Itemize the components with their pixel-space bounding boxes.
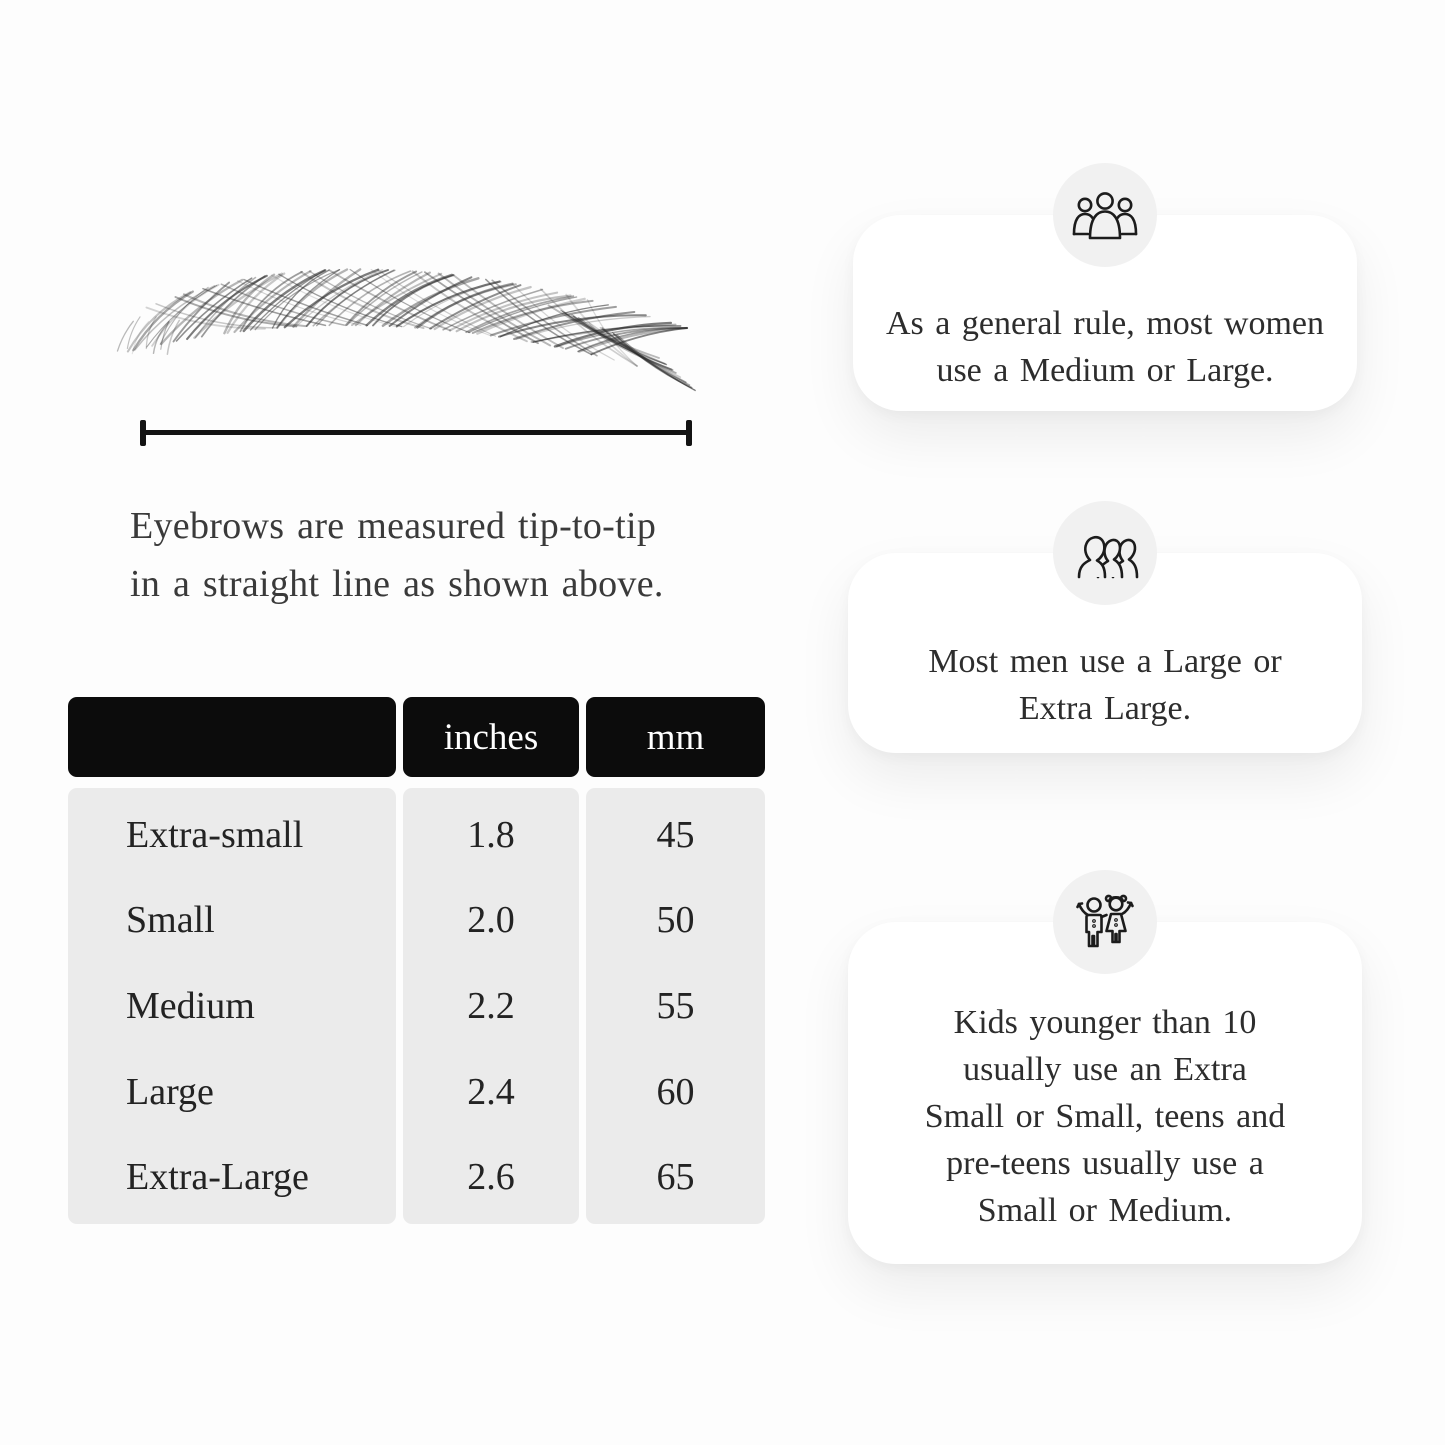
text-line: Small or Medium. (977, 1191, 1233, 1229)
measure-bar (142, 430, 690, 435)
text-line: usually use an Extra (963, 1050, 1247, 1088)
text-line: Kids younger than 10 (953, 1004, 1257, 1041)
size-label-cell: Small (126, 899, 215, 942)
column-inches (403, 788, 579, 1224)
size-table (68, 697, 765, 1224)
text-line: in a straight line as shown above. (130, 562, 664, 605)
text-line: As a general rule, most women (886, 305, 1324, 342)
info-card-women (853, 215, 1357, 411)
column-mm (586, 788, 765, 1224)
header-cell-blank (68, 697, 396, 777)
mm-value-cell: 55 (656, 984, 695, 1027)
measure-endcap-right (686, 420, 692, 446)
icon-circle (1053, 870, 1157, 974)
size-label-cell: Extra-Large (126, 1156, 309, 1199)
inches-value-cell: 2.0 (467, 899, 515, 942)
mm-value-cell: 65 (656, 1156, 695, 1199)
text-line: pre-teens usually use a (946, 1144, 1264, 1182)
size-label-cell: Large (126, 1070, 214, 1113)
inches-value-cell: 2.6 (467, 1156, 515, 1199)
text-line: Most men use a Large or (928, 643, 1282, 680)
text-line: use a Medium or Large. (936, 351, 1274, 389)
size-label-cell: Medium (126, 984, 255, 1027)
text-line: Extra Large. (1018, 689, 1192, 727)
eyebrow-illustration (112, 240, 697, 398)
card-text (858, 639, 1352, 733)
text-line: Small or Small, teens and (924, 1097, 1286, 1135)
inches-value-cell: 1.8 (467, 813, 515, 856)
men-group-icon (1071, 524, 1139, 582)
card-text (858, 1000, 1352, 1235)
women-group-icon (1072, 186, 1138, 244)
text-line: Eyebrows are measured tip-to-tip (130, 505, 657, 547)
header-cell-inches: inches (403, 697, 579, 777)
icon-circle (1053, 501, 1157, 605)
card-text (863, 301, 1347, 395)
men-group-icon-art (1079, 537, 1137, 577)
inches-value-cell: 2.2 (467, 984, 515, 1027)
header-cell-mm: mm (586, 697, 765, 777)
mm-value-cell: 50 (656, 899, 695, 942)
mm-value-cell: 45 (656, 813, 695, 856)
women-group-icon-art (1074, 193, 1136, 238)
icon-circle (1053, 163, 1157, 267)
column-size-labels (68, 788, 396, 1224)
measurement-caption (130, 498, 770, 614)
size-table-body (68, 788, 765, 1224)
size-table-header (68, 697, 765, 777)
measurement-line (140, 420, 692, 446)
size-label-cell: Extra-small (126, 813, 304, 856)
info-card-kids (848, 922, 1362, 1264)
children-icon-art (1078, 896, 1133, 946)
info-card-men (848, 553, 1362, 753)
inches-value-cell: 2.4 (467, 1070, 515, 1113)
children-icon (1072, 891, 1138, 953)
mm-value-cell: 60 (656, 1070, 695, 1113)
